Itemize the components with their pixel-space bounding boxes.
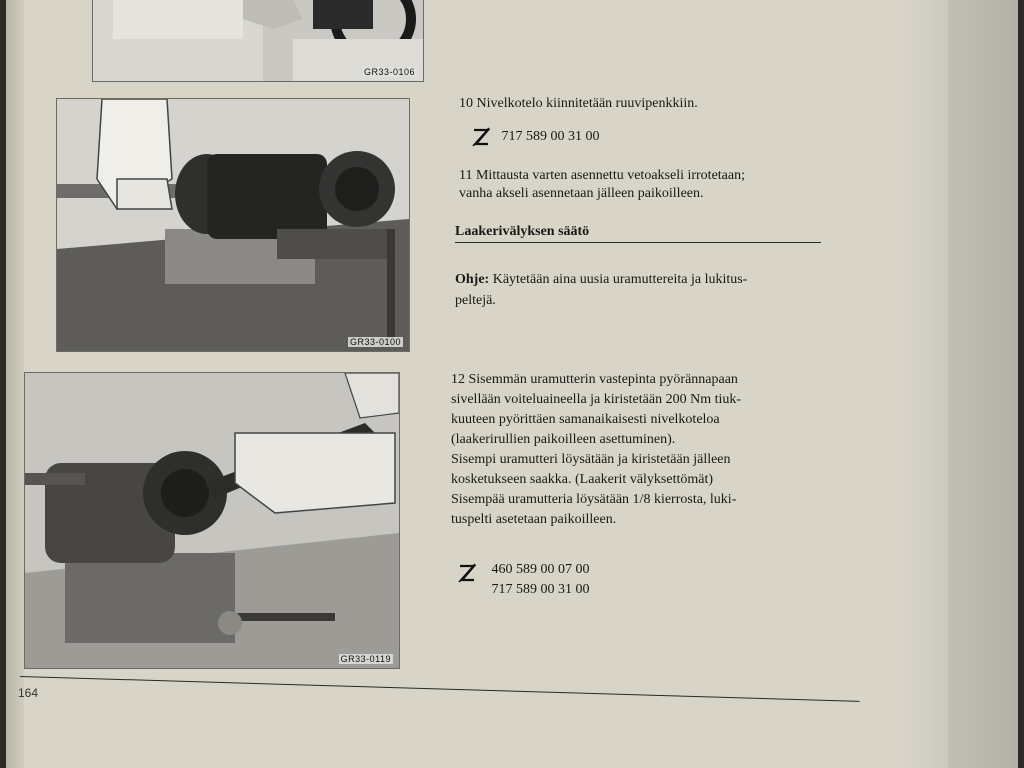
step-10-text: 10 Nivelkotelo kiinnitetään ruuvipenkkiin. [459, 96, 698, 111]
figure-1 [92, 0, 424, 82]
step-12-line-4: (laakerirullien paikoilleen asettuminen). [451, 432, 676, 447]
figure-3-image [25, 373, 399, 668]
note-label: Ohje: [455, 272, 490, 287]
step-10-tool-number: 717 589 00 31 00 [501, 129, 600, 145]
figure-3 [24, 372, 400, 669]
page-number: 164 [18, 686, 39, 700]
note-line-2: peltejä. [455, 293, 496, 308]
book-page [6, 0, 1018, 768]
page-edge [6, 0, 24, 768]
step-12-line-3: kuuteen pyörittäen samanaikaisesti nivelkoteloa [451, 412, 720, 427]
section-heading: Laakerivälyksen säätö [455, 224, 590, 239]
step-10-tool [470, 126, 600, 148]
right-margin [948, 0, 1018, 768]
note-line-1 [455, 270, 747, 290]
section-rule [455, 242, 821, 243]
step-12-line-2: sivellään voiteluaineella ja kiristetään 200 Nm tiuk- [451, 392, 742, 407]
step-11-line-1: 11 Mittausta varten asennettu vetoakseli irrotetaan; [459, 168, 745, 183]
step-12-block [451, 370, 841, 530]
step-12-line-5: Sisempi uramutteri löysätään ja kiristetään jälleen [451, 452, 731, 467]
step-12-tools [456, 560, 590, 600]
step-12-line-8: tuspelti asetetaan paikoilleen. [451, 512, 617, 527]
step-12-line-6: kosketukseen saakka. (Laakerit välyksettömät) [451, 472, 714, 487]
step-12-line-7: Sisempää uramutteria löysätään 1/8 kierrosta, luki- [451, 492, 737, 507]
special-tool-icon [470, 126, 492, 148]
footer-rule [20, 676, 860, 702]
figure-1-code: GR33-0106 [363, 67, 415, 77]
figure-2 [56, 98, 410, 352]
step-11-line-2: vanha akseli asennetaan jälleen paikoilleen. [459, 186, 704, 201]
step-12-line-1: 12 Sisemmän uramutterin vastepinta pyörännapaan [451, 372, 738, 387]
step-12-tool-number-1: 460 589 00 07 00 [491, 562, 590, 577]
figure-2-code: GR33-0100 [349, 337, 401, 347]
note-text-1: Käytetään aina uusia uramuttereita ja lukitus- [489, 272, 748, 287]
figure-3-code: GR33-0119 [340, 654, 391, 664]
special-tool-icon [456, 562, 478, 584]
figure-2-image [57, 99, 409, 351]
step-12-tool-number-2: 717 589 00 31 00 [491, 582, 590, 597]
